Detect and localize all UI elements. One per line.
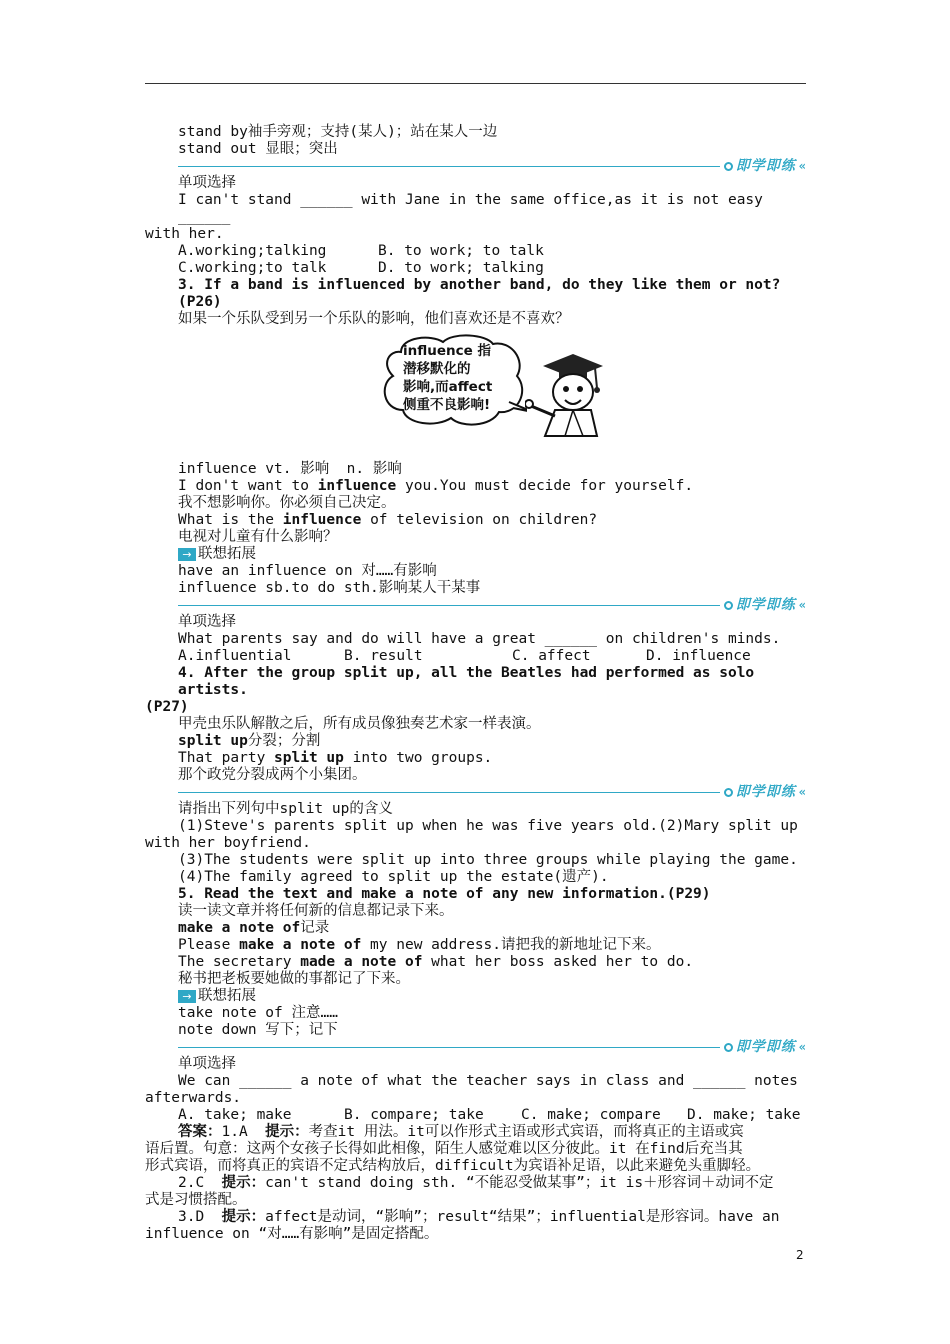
item5-translation: 读一读文章并将任何新的信息都记录下来。 <box>178 903 454 919</box>
double-chevron-icon: « <box>798 159 806 173</box>
circle-icon <box>724 788 733 797</box>
exercise4-question-cont: afterwards. <box>145 1090 242 1106</box>
item5-example2: The secretary made a note of what her boss asked her to do. <box>178 954 694 970</box>
double-chevron-icon: « <box>798 1040 806 1054</box>
exercise4-heading: 单项选择 <box>178 1056 236 1072</box>
answer2-line1: 2.C 提示：can't stand doing sth. “不能忍受做某事”；it is＋形容词＋动词不定 <box>178 1175 774 1191</box>
arrow-right-icon: → <box>178 548 196 561</box>
item3-translation: 如果一个乐队受到另一个乐队的影响，他们喜欢还是不喜欢？ <box>178 311 570 327</box>
item5-definition: make a note of记录 <box>178 920 330 936</box>
practice-separator: 即学即练 « <box>178 784 806 801</box>
double-chevron-icon: « <box>798 785 806 799</box>
answer2-line2: 式是习惯搭配。 <box>145 1192 247 1208</box>
document-body <box>145 124 806 1243</box>
exercise1-options-cd: C.working;to talk D. to work; talking <box>178 260 544 276</box>
item5-example1: Please make a note of my new address.请把我的新地址记下来。 <box>178 937 661 953</box>
item3-definition: influence vt. 影响 n. 影响 <box>178 461 402 477</box>
item3-example1: I don't want to influence you.You must decide for yourself. <box>178 478 694 494</box>
exercise2-options: A.influential B. result C. affect D. influence <box>178 648 751 664</box>
item5-association-label: → 联想拓展 <box>145 988 806 1005</box>
graduate-boy-icon <box>525 344 605 444</box>
item5-association1: take note of 注意…… <box>178 1005 338 1021</box>
answer3-line1: 3.D 提示：affect是动词，“影响”；result“结果”；influential是形容词。have an <box>178 1209 780 1225</box>
item5-title: 5. Read the text and make a note of any new information.(P29) <box>178 886 711 902</box>
circle-icon <box>724 1043 733 1052</box>
phrase-stand-by: stand by袖手旁观；支持(某人)；站在某人一边 <box>178 124 498 140</box>
item5-example2-cn: 秘书把老板要她做的事都记了下来。 <box>178 971 410 987</box>
item3-association1: have an influence on 对……有影响 <box>178 563 437 579</box>
exercise4-question: We can ______ a note of what the teacher says in class and ______ notes <box>178 1073 798 1089</box>
exercise3-line1: (1)Steve's parents split up when he was five years old.(2)Mary split up <box>178 818 798 834</box>
item3-association2: influence sb.to do sth.影响某人干某事 <box>178 580 481 596</box>
exercise2-question: What parents say and do will have a great ______ on children's minds. <box>178 631 781 647</box>
answer1-line2: 语后置。句意：这两个女孩子长得如此相像，陌生人感觉难以区分彼此。it 在find后充当其 <box>145 1141 743 1157</box>
circle-icon <box>724 162 733 171</box>
item4-title-cont: (P27) <box>145 699 189 715</box>
item3-title: 3. If a band is influenced by another band, do they like them or not?(P26) <box>178 277 781 310</box>
double-chevron-icon: « <box>798 598 806 612</box>
cartoon-figure <box>145 332 806 453</box>
exercise1-heading: 单项选择 <box>178 175 236 191</box>
answer1-line1: 答案：1.A 提示：考查it 用法。it可以作形式主语或形式宾语，而将真正的主语或宾 <box>178 1124 744 1140</box>
practice-separator: 即学即练 « <box>178 158 806 175</box>
item4-definition: split up分裂；分割 <box>178 733 321 749</box>
item4-example-cn: 那个政党分裂成两个小集团。 <box>178 767 367 783</box>
practice-separator: 即学即练 « <box>178 597 806 614</box>
circle-icon <box>724 601 733 610</box>
exercise3-line3: (3)The students were split up into three groups while playing the game. <box>178 852 798 868</box>
arrow-right-icon: → <box>178 990 196 1003</box>
header-rule <box>145 83 806 84</box>
answer3-line2: influence on “对……有影响”是固定搭配。 <box>145 1226 439 1242</box>
item4-title: 4. After the group split up, all the Beatles had performed as solo artists. <box>178 665 763 698</box>
exercise2-heading: 单项选择 <box>178 614 236 630</box>
exercise3-line4: (4)The family agreed to split up the estate(遗产). <box>178 869 609 885</box>
exercise3-heading: 请指出下列句中split up的含义 <box>178 801 393 817</box>
item3-example2-cn: 电视对儿童有什么影响？ <box>178 529 338 545</box>
practice-separator: 即学即练 « <box>178 1039 806 1056</box>
exercise1-options-ab: A.working;talking B. to work; to talk <box>178 243 544 259</box>
exercise3-line2: with her boyfriend. <box>145 835 311 851</box>
page-number: 2 <box>796 1248 804 1262</box>
item5-association2: note down 写下；记下 <box>178 1022 338 1038</box>
item3-example2: What is the influence of television on children? <box>178 512 598 528</box>
exercise4-options: A. take; make B. compare; take C. make; compare D. make; take <box>178 1107 801 1123</box>
item4-translation: 甲壳虫乐队解散之后，所有成员像独奏艺术家一样表演。 <box>178 716 541 732</box>
answer1-line3: 形式宾语，而将真正的宾语不定式结构放后，difficult为宾语补足语，以此来避免头重脚轻。 <box>145 1158 761 1174</box>
item3-association-label: → 联想拓展 <box>145 546 806 563</box>
item3-example1-cn: 我不想影响你。你必须自己决定。 <box>178 495 396 511</box>
exercise1-question: I can't stand ______ with Jane in the same office,as it is not easy ______ <box>178 192 772 225</box>
phrase-stand-out: stand out 显眼；突出 <box>178 141 338 157</box>
item4-example: That party split up into two groups. <box>178 750 493 766</box>
bubble-text: influence 指 潜移默化的 影响,而affect 侧重不良影响! <box>403 343 493 413</box>
exercise1-question-cont: with her. <box>145 226 224 242</box>
